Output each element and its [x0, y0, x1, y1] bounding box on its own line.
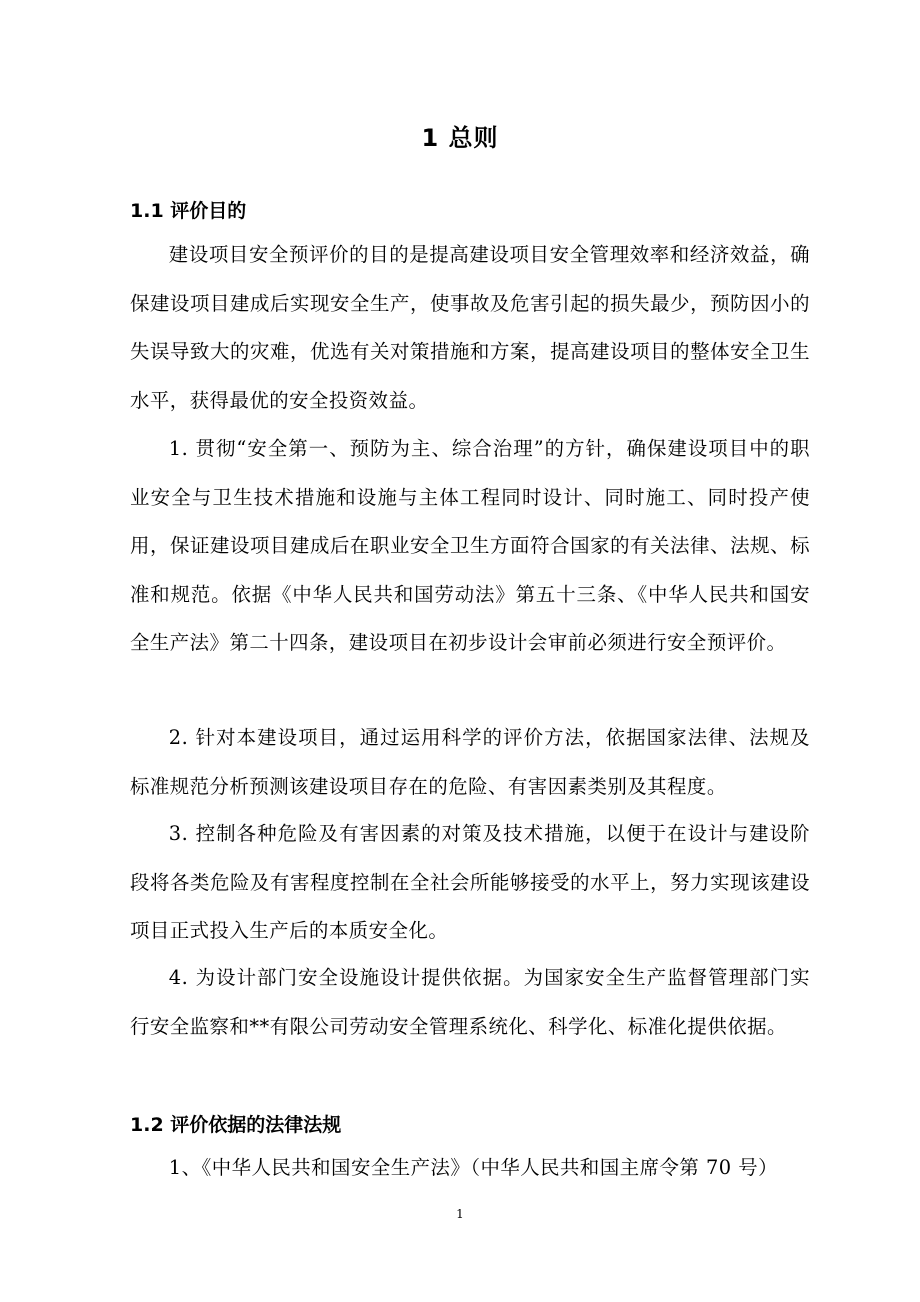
paragraph-item-2: 2. 针对本建设项目，通过运用科学的评价方法，依据国家法律、法规及标准规范分析预测该建设项目存在的危险、有害因素类别及其程度。 — [130, 726, 810, 798]
paragraph-item-4: 4. 为设计部门安全设施设计提供依据。为国家安全生产监督管理部门实行安全监察和**有限公司劳动安全管理系统化、科学化、标准化提供依据。 — [130, 966, 810, 1038]
chapter-title: 1 总则 — [421, 124, 499, 152]
section-heading-1-1: 1.1 评价目的 — [130, 200, 247, 222]
page-number: 1 — [456, 1207, 464, 1221]
paragraph-purpose-intro: 建设项目安全预评价的目的是提高建设项目安全管理效率和经济效益，确保建设项目建成后实现安全生产，使事故及危害引起的损失最少，预防因小的失误导致大的灾难，优选有关对策措施和方案，提高建设项目的整体安全卫生水平，获得最优的安全投资效益。 — [130, 243, 810, 412]
paragraph-item-1: 1. 贯彻“安全第一、预防为主、综合治理”的方针，确保建设项目中的职业安全与卫生技术措施和设施与主体工程同时设计、同时施工、同时投产使用，保证建设项目建成后在职业安全卫生方面符合国家的有关法律、法规、标准和规范。依据《中华人民共和国劳动法》第五十三条、《中华人民共和国安全生产法》第二十四条，建设项目在初步设计会审前必须进行安全预评价。 — [130, 437, 810, 654]
section-heading-1-2: 1.2 评价依据的法律法规 — [130, 1114, 342, 1136]
paragraph-law-1: 1、《中华人民共和国安全生产法》（中华人民共和国主席令第 70 号） — [168, 1156, 779, 1179]
paragraph-item-3: 3. 控制各种危险及有害因素的对策及技术措施，以便于在设计与建设阶段将各类危险及有害程度控制在全社会所能够接受的水平上，努力实现该建设项目正式投入生产后的本质安全化。 — [130, 822, 810, 942]
